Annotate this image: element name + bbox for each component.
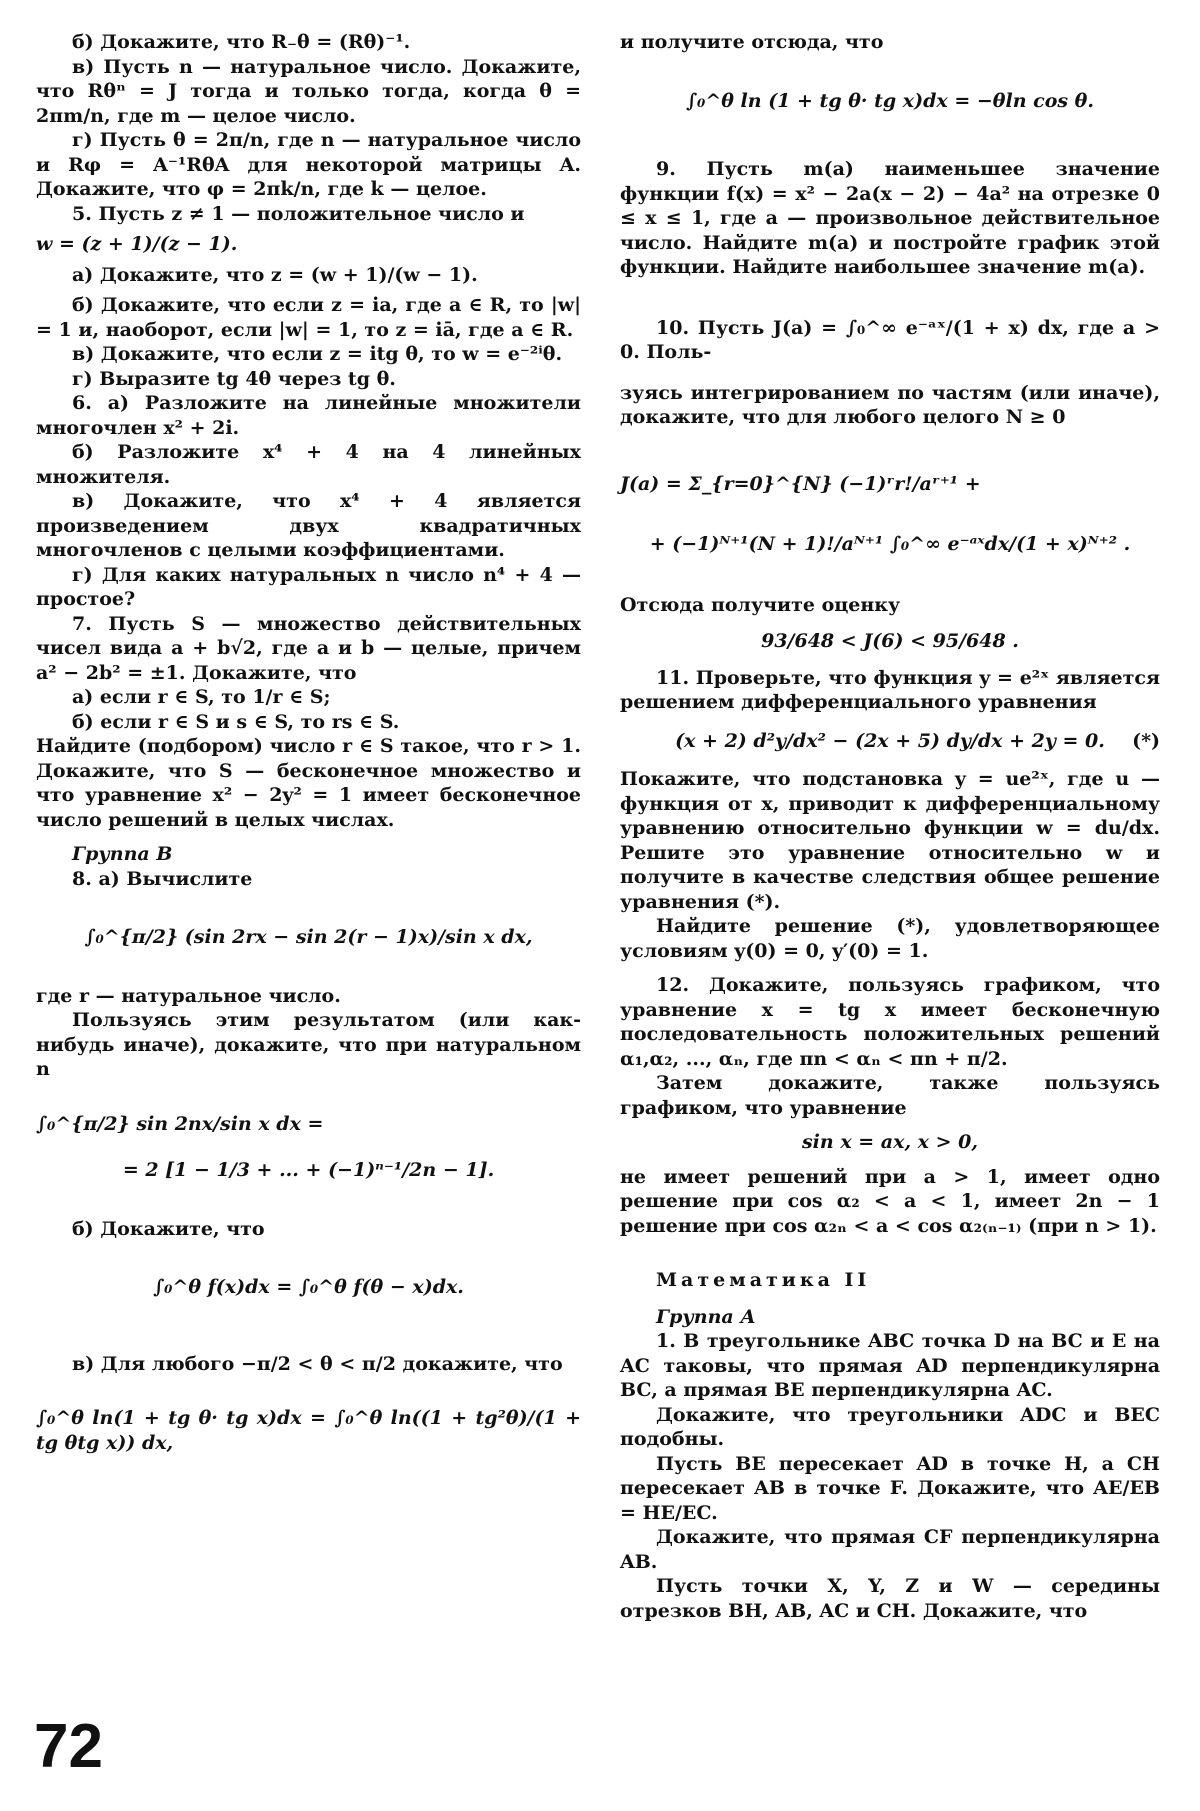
problem-8b: б) Докажите, что: [72, 1217, 265, 1240]
problem-12-b: Затем докажите, также пользуясь графиком, что уравнение: [620, 1072, 1160, 1119]
problem-11-equation-row: [620, 729, 1160, 754]
continuation-eq: ∫₀^θ ln (1 + tg θ· tg x)dx = −θln cos θ.: [686, 89, 1094, 112]
problem-7-conclusion: Найдите (подбором) число r ∈ S такое, что r > 1. Докажите, что S — бесконечное множество и что уравнение x² − 2y² = 1 имеет бесконечное число решений в целых числах.: [36, 735, 581, 831]
problem-8-r-note: где r — натуральное число.: [36, 984, 341, 1007]
problem-9: 9. Пусть m(a) наименьшее значение функции f(x) = x² − 2a(x − 2) − 4a² на отрезке 0 ≤ x ≤ 1, где a — произвольное действительное число. Найдите m(a) и постройте график этой функции. Найдите наибольшее значение m(a).: [620, 158, 1160, 278]
problem-8-integral: ∫₀^{π/2} (sin 2rx − sin 2(r − 1)x)/sin x dx,: [84, 926, 533, 948]
group-a-heading: Группа А: [656, 1305, 756, 1328]
problem-8v-eq: ∫₀^θ ln(1 + tg θ· tg x)dx = ∫₀^θ ln((1 + tg²θ)/(1 + tg θtg x)) dx,: [36, 1407, 581, 1454]
problem-6v: в) Докажите, что x⁴ + 4 является произведением двух квадратичных многочленов с целыми коэффициентами.: [36, 490, 581, 561]
problem-11-b: Покажите, что подстановка y = ue²ˣ, где u — функция от x, приводит к дифференциальному уравнению относительно функции w = du/dx. Решите это уравнение относительно w и получите в качестве следствия общее решение уравнения (*).: [620, 768, 1160, 913]
geometry-problem-1e: Пусть точки X, Y, Z и W — середины отрезков BH, AB, AC и CH. Докажите, что: [620, 1575, 1160, 1622]
problem-8a: 8. а) Вычислите: [72, 867, 253, 890]
problem-7a: а) если r ∈ S, то 1/r ∈ S;: [72, 686, 331, 708]
item-4v: в) Пусть n — натуральное число. Докажите, что Rθⁿ = J тогда и только тогда, когда θ = 2πm/n, где m — целое число.: [36, 55, 581, 127]
problem-8b-eq: ∫₀^θ f(x)dx = ∫₀^θ f(θ − x)dx.: [153, 1276, 464, 1298]
problem-12: 12. Докажите, пользуясь графиком, что уравнение x = tg x имеет бесконечную последовательность положительных решений α₁,α₂, ..., αₙ, где πn < αₙ < πn + π/2.: [620, 974, 1160, 1070]
problem-10-eq2: + (−1)ᴺ⁺¹(N + 1)!/aᴺ⁺¹ ∫₀^∞ e⁻ᵃˣdx/(1 + x)ᴺ⁺² .: [649, 533, 1131, 555]
problem-12-c: не имеет решений при a > 1, имеет одно решение при cos α₂ < a < 1, имеет 2n − 1 решение при cos α₂ₙ < a < cos α₂₍ₙ₋₁₎ (при n > 1).: [620, 1165, 1160, 1237]
problem-10-estimate: 93/648 < J(6) < 95/648 .: [761, 630, 1019, 652]
problem-10-a: 10. Пусть J(a) = ∫₀^∞ e⁻ᵃˣ/(1 + x) dx, где a > 0. Поль-: [620, 316, 1160, 363]
problem-11-eq: (x + 2) d²y/dx² − (2x + 5) dy/dx + 2y = 0.: [675, 729, 1105, 752]
problem-5g: г) Выразите tg 4θ через tg θ.: [72, 367, 396, 390]
problem-8-use: Пользуясь этим результатом (или как-нибудь иначе), докажите, что при натуральном n: [36, 1009, 581, 1080]
item-4g: г) Пусть θ = 2π/n, где n — натуральное число и Rφ = A⁻¹RθA для некоторой матрицы A. Докажите, что φ = 2πk/n, где k — целое.: [36, 129, 581, 200]
right-column: [620, 30, 1160, 1623]
problem-10-c: Отсюда получите оценку: [620, 593, 901, 616]
problem-12-eq: sin x = ax, x > 0,: [801, 1131, 978, 1153]
problem-8v: в) Для любого −π/2 < θ < π/2 докажите, что: [72, 1352, 563, 1375]
geometry-problem-1b: Докажите, что треугольники ADC и BEC подобны.: [620, 1403, 1160, 1450]
section-heading: Математика II: [656, 1269, 871, 1291]
problem-11: 11. Проверьте, что функция y = e²ˣ является решением дифференциального уравнения: [620, 666, 1160, 713]
problem-6b: б) Разложите x⁴ + 4 на 4 линейных множителя.: [36, 441, 581, 488]
equation-tag: (*): [1132, 729, 1160, 752]
problem-5-intro: 5. Пусть z ≠ 1 — положительное число и: [72, 202, 525, 225]
continuation-text: и получите отсюда, что: [620, 31, 884, 53]
problem-5b: б) Докажите, что если z = ia, где a ∈ R, то |w| = 1 и, наоборот, если |w| = 1, то z = iā, где a ∈ R.: [36, 294, 581, 341]
problem-8-eq1: ∫₀^{π/2} sin 2nx/sin x dx =: [36, 1112, 324, 1135]
problem-7: 7. Пусть S — множество действительных чисел вида a + b√2, где a и b — целые, причем a² − 2b² = ±1. Докажите, что: [36, 612, 581, 684]
geometry-problem-1c: Пусть BE пересекает AD в точке H, а CH пересекает AB в точке F. Докажите, что AE/EB = HE/EC.: [620, 1452, 1160, 1524]
geometry-problem-1d: Докажите, что прямая CF перпендикулярна AB.: [620, 1526, 1160, 1573]
problem-5-w-formula: w = (z + 1)/(z − 1).: [36, 233, 238, 255]
group-b-heading: Группа В: [72, 843, 173, 865]
problem-6a: 6. а) Разложите на линейные множители многочлен x² + 2i.: [36, 392, 581, 439]
problem-5a: а) Докажите, что z = (w + 1)/(w − 1).: [72, 263, 478, 286]
problem-10-eq1: J(a) = Σ_{r=0}^{N} (−1)ʳr!/aʳ⁺¹ +: [620, 472, 981, 495]
problem-7b: б) если r ∈ S и s ∈ S, то rs ∈ S.: [72, 710, 400, 733]
page-number: 72: [34, 1712, 103, 1781]
item-4b: б) Докажите, что R₋θ = (Rθ)⁻¹.: [72, 31, 411, 53]
left-column: [36, 30, 581, 1455]
problem-6g: г) Для каких натуральных n число n⁴ + 4 — простое?: [36, 563, 581, 610]
problem-11-c: Найдите решение (*), удовлетворяющее условиям y(0) = 0, y′(0) = 1.: [620, 915, 1160, 962]
problem-8-eq2: = 2 [1 − 1/3 + ... + (−1)ⁿ⁻¹/2n − 1].: [122, 1159, 495, 1181]
problem-5v: в) Докажите, что если z = itg θ, то w = e⁻²ⁱθ.: [72, 343, 563, 365]
problem-10-b: зуясь интегрированием по частям (или иначе), докажите, что для любого целого N ≥ 0: [620, 381, 1160, 428]
geometry-problem-1: 1. В треугольнике ABC точка D на BC и E на AC таковы, что прямая AD перпендикулярна BC, а прямая BE перпендикулярна AC.: [620, 1330, 1160, 1401]
